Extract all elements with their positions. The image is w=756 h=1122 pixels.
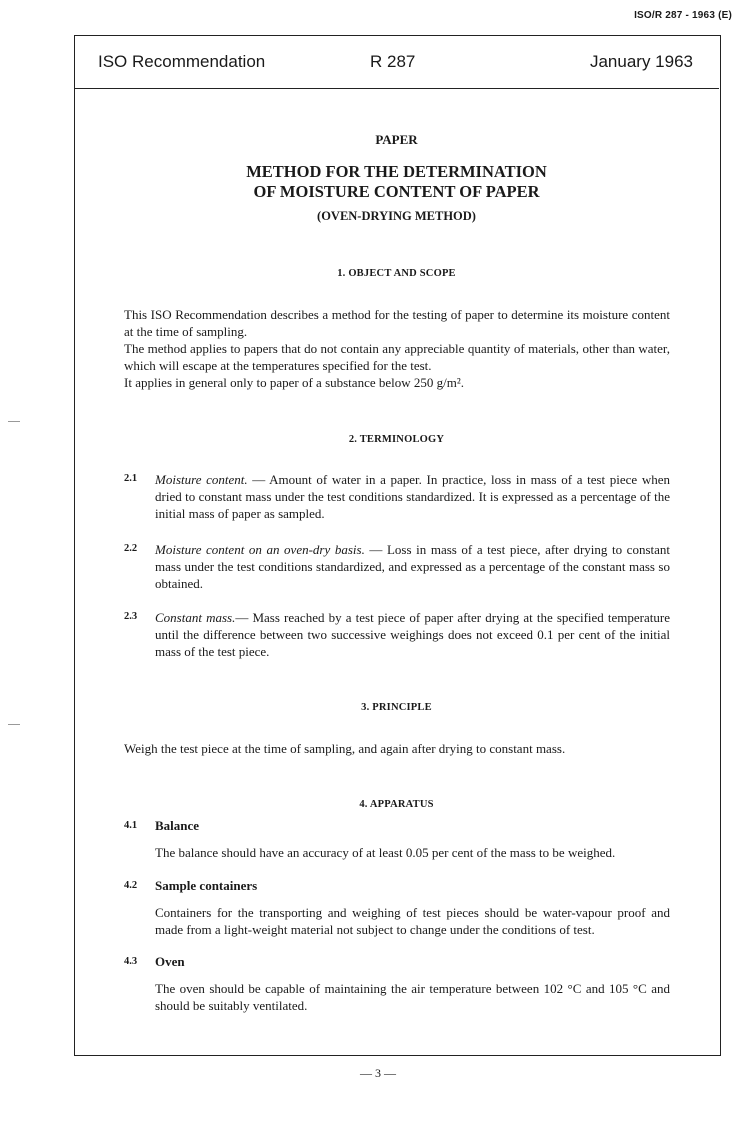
item-title: Oven: [155, 954, 185, 969]
defined-term: Constant mass.: [155, 610, 236, 625]
item-number: 2.3: [124, 611, 138, 622]
paragraph-line: This ISO Recommendation describes a method for the testing of paper to determine its moisture content at the time of sampling.: [124, 307, 670, 339]
item-number: 4.1: [124, 820, 138, 831]
item-number: 2.2: [124, 543, 138, 554]
definition-text: — Amount of water in a paper. In practice, loss in mass of a test piece when dried to constant mass under the test conditions standardized. It is expressed as a percentage of the initial mass of paper as sampled.: [155, 472, 670, 521]
definition-item: [155, 541, 670, 592]
title-line-1: METHOD FOR THE DETERMINATION: [246, 162, 547, 181]
definition-text: — Loss in mass of a test piece, after drying to constant mass under the test conditions standardized, and expressed as a percentage of the constant mass so obtained.: [155, 542, 671, 591]
item-number: 4.2: [124, 880, 138, 891]
margin-mark: [8, 421, 20, 422]
section-heading: 3. PRINCIPLE: [361, 702, 432, 713]
page-number: — 3 —: [360, 1066, 396, 1080]
definition-item: [155, 471, 670, 522]
document-reference: ISO/R 287 - 1963 (E): [634, 10, 732, 21]
document-title: [74, 162, 719, 202]
margin-mark: [8, 724, 20, 725]
section-paragraph: Weigh the test piece at the time of sampling, and again after drying to constant mass.: [124, 741, 566, 756]
title-line-2: OF MOISTURE CONTENT OF PAPER: [253, 182, 540, 201]
item-number: 4.3: [124, 956, 138, 967]
item-text: Containers for the transporting and weighing of test pieces should be water-vapour proof and made from a light-weight material not subject to change under the conditions of test.: [155, 905, 670, 937]
frame-bottom-rule: [74, 1055, 720, 1056]
item-text: The oven should be capable of maintaining the air temperature between 102 °C and 105 °C and should be suitably ventilated.: [155, 981, 670, 1013]
section-heading: 4. APPARATUS: [359, 799, 434, 810]
definition-text: — Mass reached by a test piece of paper after drying at the specified temperature until the difference between two successive weighings does not exceed 0.1 per cent of the initial mass of the test piece.: [155, 610, 670, 659]
section-heading: 1. OBJECT AND SCOPE: [337, 268, 456, 279]
header-organization: ISO Recommendation: [98, 52, 266, 71]
item-number: 2.1: [124, 473, 138, 484]
section-heading: 2. TERMINOLOGY: [348, 434, 445, 445]
section-paragraph: [124, 306, 670, 391]
defined-term: Moisture content on an oven-dry basis.: [155, 542, 365, 557]
paragraph-line: The method applies to papers that do not contain any appreciable quantity of materials, other than water, which will escape at the temperatures specified for the test.: [124, 341, 670, 373]
paragraph-line: It applies in general only to paper of a substance below 250 g/m².: [124, 375, 464, 390]
header-date: January 1963: [589, 52, 693, 71]
header-number: R 287: [370, 52, 416, 71]
defined-term: Moisture content.: [155, 472, 248, 487]
item-text: The balance should have an accuracy of at least 0.05 per cent of the mass to be weighed.: [155, 845, 616, 860]
item-title: Balance: [155, 818, 200, 833]
definition-item: [155, 609, 670, 660]
document-subject: PAPER: [375, 132, 418, 147]
document-method: (OVEN-DRYING METHOD): [317, 209, 476, 223]
item-title: Sample containers: [155, 878, 258, 893]
header-bar: [74, 35, 719, 89]
